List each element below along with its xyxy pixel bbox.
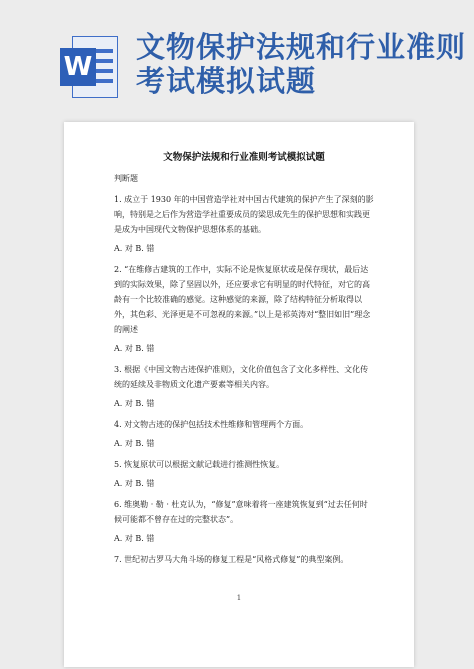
document-body [114, 150, 374, 571]
document-title: 文物保护法规和行业准则考试模拟试题 [163, 152, 325, 163]
question-4: 4. 对文物古迹的保护包括技术性维修和管理两个方面。 [114, 420, 309, 429]
question-2: 2. “在维修古建筑的工作中，实际不论是恢复原状或是保存现状，最后达到的实际效果，除了坚固以外，还应要求它有明显的时代特征，对它的高龄有一个比较准确的感觉。这种感觉的来源，除了结构特征分析取得以外，其色彩、光泽更是不可忽视的来源。”以上是祁英涛对“整旧如旧”理念的阐述 [114, 265, 371, 334]
section-heading: 判断题 [114, 174, 138, 183]
question-7: 7. 世纪初古罗马大角斗场的修复工程是“风格式修复”的典型案例。 [114, 555, 349, 564]
question-6-options: A. 对 B. 错 [114, 534, 155, 543]
question-1-options: A. 对 B. 错 [114, 244, 155, 253]
word-document-icon [60, 36, 118, 98]
question-5-options: A. 对 B. 错 [114, 479, 155, 488]
question-6: 6. 维奥勒 · 勒 · 杜克认为，“修复”意味着将一座建筑恢复到“过去任何时候可能都不曾存在过的完整状态”。 [114, 500, 368, 524]
document-page [64, 122, 414, 667]
question-1: 1. 成立于 1930 年的中国营造学社对中国古代建筑的保护产生了深刻的影响，特别是之后作为营造学社重要成员的梁思成先生的保护思想和实践更是成为中国现代文物保护思想体系的基础。 [114, 195, 374, 234]
word-badge-icon: W [60, 48, 96, 86]
question-3: 3. 根据《中国文物古迹保护准则》，文化价值包含了文化多样性、文化传统的延续及非物质文化遗产要素等相关内容。 [114, 365, 369, 389]
question-2-options: A. 对 B. 错 [114, 344, 155, 353]
question-5: 5. 恢复原状可以根据文献记载进行推测性恢复。 [114, 460, 285, 469]
question-4-options: A. 对 B. 错 [114, 439, 155, 448]
page-number: 1 [236, 594, 242, 602]
banner-title: 文物保护法规和行业准则考试模拟试题 [136, 30, 467, 98]
banner [0, 0, 474, 122]
question-3-options: A. 对 B. 错 [114, 399, 155, 408]
